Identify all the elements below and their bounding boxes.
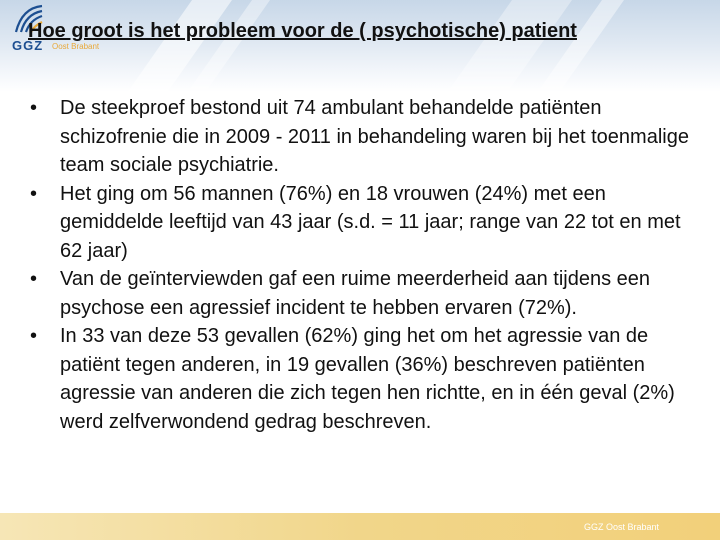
logo-abbreviation: GGZ: [12, 38, 44, 53]
slide-title: Hoe groot is het probleem voor de ( psychotische) patient: [28, 20, 577, 42]
logo-subtitle: Oost Brabant: [52, 42, 100, 51]
bullet-icon: •: [30, 182, 38, 205]
bullet-text: In 33 van deze 53 gevallen (62%) ging het om het agressie van de patiënt tegen anderen, in 19 gevallen (36%) beschreven patiënten agressie van anderen die zich tegen hen richtte, en in één geval (2%) werd zelfverwondend gedrag beschreven.: [60, 325, 675, 433]
bullet-text: Van de geïnterviewden gaf een ruime meerderheid aan tijdens een psychose een agressief incident te hebben ervaren (72%).: [60, 268, 651, 319]
header-background: [0, 0, 720, 92]
bullet-text: Het ging om 56 mannen (76%) en 18 vrouwen (24%) met een gemiddelde leeftijd van 43 jaar (s.d. = 11 jaar; range van 22 tot en met 62 jaar): [60, 182, 681, 262]
bullet-icon: •: [30, 97, 38, 119]
bullet-list: [30, 94, 702, 436]
bullet-text: De steekproef bestond uit 74 ambulant behandelde patiënten schizofrenie die in 2009 - 2011 in behandeling waren bij het toenmalige team sociale psychiatrie.: [60, 97, 689, 176]
bullet-icon: •: [30, 325, 38, 347]
bullet-icon: •: [30, 268, 38, 290]
bullet-item: [30, 94, 702, 180]
bullet-item: [30, 180, 702, 266]
bullet-item: [30, 265, 702, 322]
bullet-item: [30, 322, 702, 436]
footer-label: GGZ Oost Brabant: [584, 522, 660, 532]
